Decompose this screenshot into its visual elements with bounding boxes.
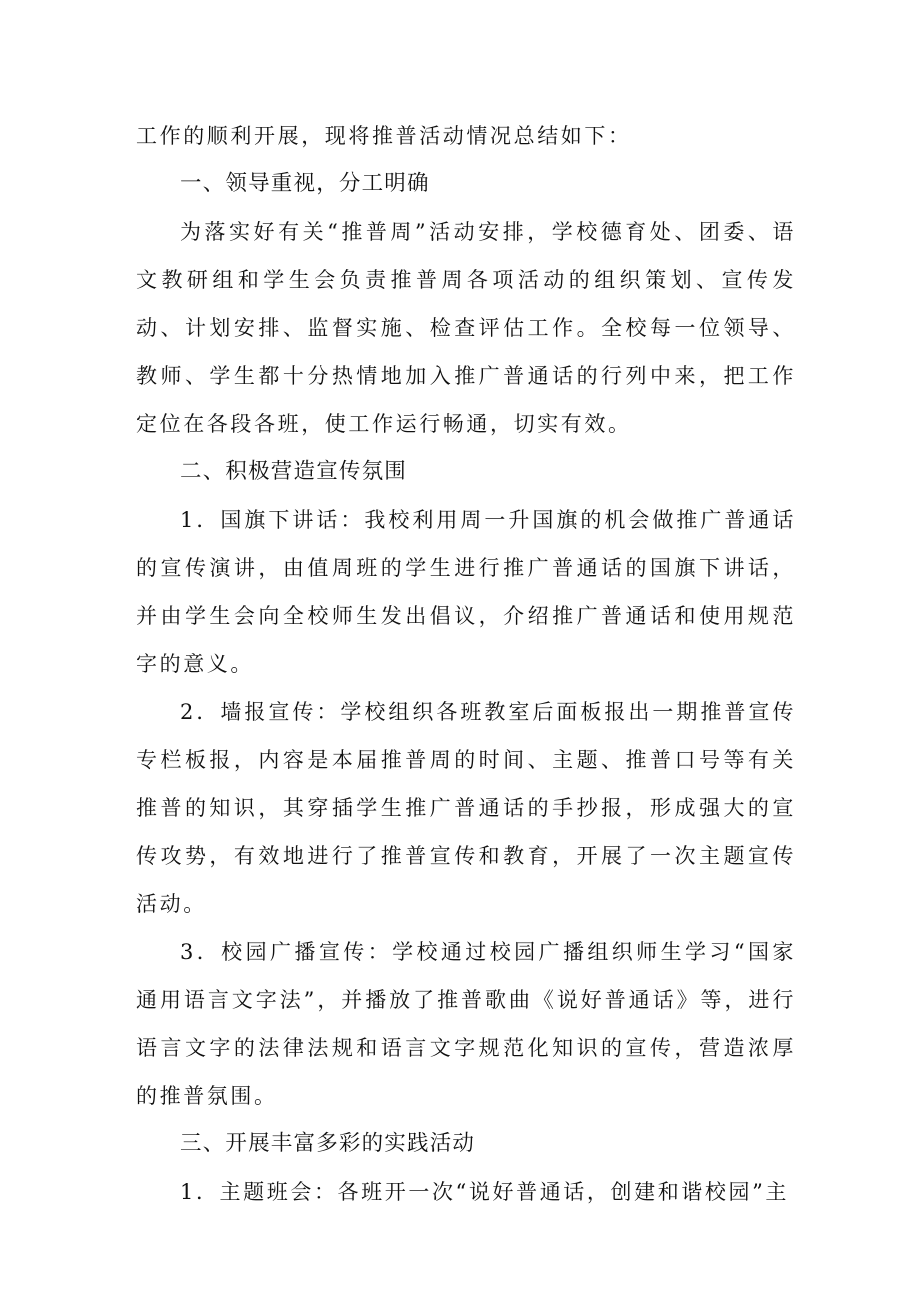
section-2-paragraph-3: 3．校园广播宣传：学校通过校园广播组织师生学习“国家通用语言文字法”，并播放了推普歌曲《说好普通话》等，进行语言文字的法律法规和语言文字规范化知识的宣传，营造浓厚的推普氛围。	[136, 940, 796, 1108]
section-3-paragraph-1: 1．主题班会：各班开一次“说好普通话，创建和谐校园”主	[180, 1180, 790, 1204]
section-2-paragraph-1: 1．国旗下讲话：我校利用周一升国旗的机会做推广普通话的宣传演讲，由值周班的学生进行推广普通话的国旗下讲话，并由学生会向全校师生发出倡议，介绍推广普通话和使用规范字的意义。	[136, 508, 796, 676]
intro-line: 工作的顺利开展，现将推普活动情况总结如下：	[136, 124, 632, 148]
section-2-paragraph-2: 2．墙报宣传：学校组织各班教室后面板报出一期推普宣传专栏板报，内容是本届推普周的时间、主题、推普口号等有关推普的知识，其穿插学生推广普通话的手抄报，形成强大的宣传攻势，有效地进行了推普宣传和教育，开展了一次主题宣传活动。	[136, 700, 796, 916]
section-heading-1: 一、领导重视，分工明确	[180, 171, 430, 196]
document-body	[136, 112, 796, 1216]
section-1-paragraph-1: 为落实好有关“推普周”活动安排，学校德育处、团委、语文教研组和学生会负责推普周各项活动的组织策划、宣传发动、计划安排、监督实施、检查评估工作。全校每一位领导、教师、学生都十分热情地加入推广普通话的行列中来，把工作定位在各段各班，使工作运行畅通，切实有效。	[136, 220, 796, 436]
section-heading-3: 三、开展丰富多彩的实践活动	[180, 1131, 476, 1156]
section-heading-2: 二、积极营造宣传氛围	[180, 459, 408, 484]
